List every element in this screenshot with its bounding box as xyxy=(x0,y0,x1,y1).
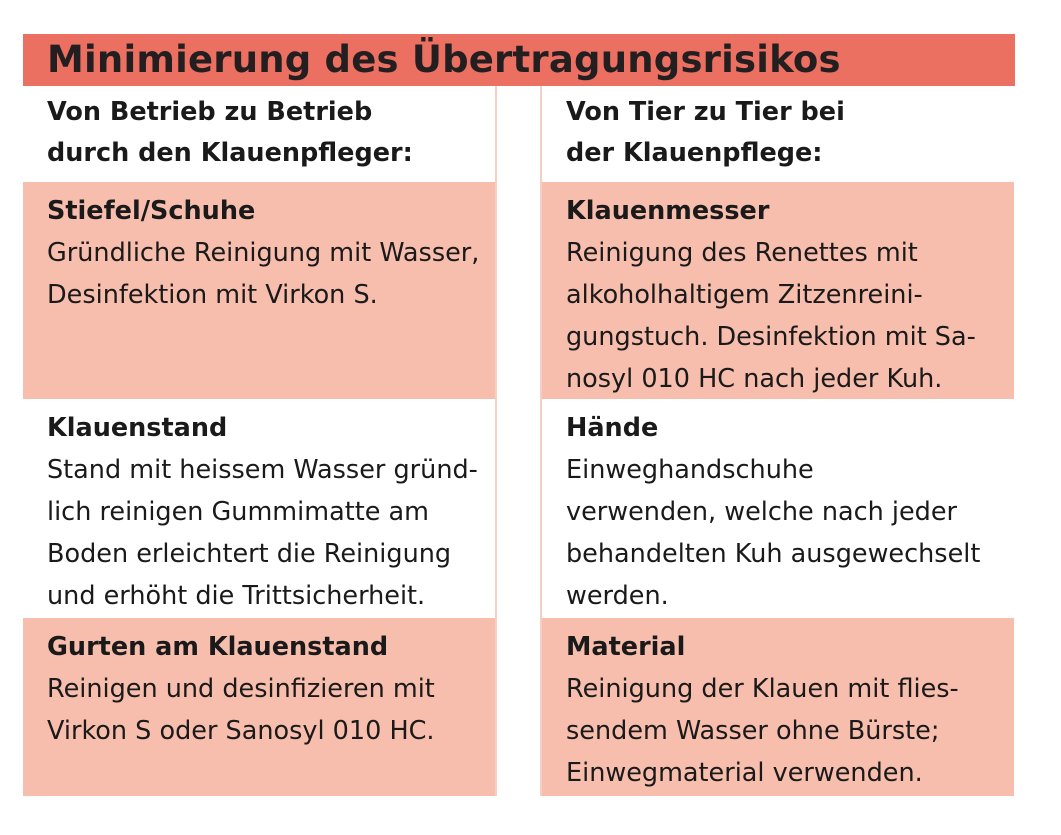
right-header-cell xyxy=(542,86,1014,182)
page-title: Minimierung des Übertragungsrisikos xyxy=(47,38,841,81)
right-cell-haende xyxy=(542,399,1014,618)
left-cell-gurten xyxy=(23,618,495,796)
left-cell-klauenstand xyxy=(23,399,495,618)
cell-body: Einweghandschuhe verwenden, welche nach jeder behandelten Kuh ausgewechselt werden. xyxy=(566,455,981,611)
cell-title: Stiefel/Schuhe xyxy=(47,196,256,226)
cell-body: Stand mit heissem Wasser gründ- lich reinigen Gummimatte am Boden erleichtert die Reinigung und erhöht die Trittsicherheit. xyxy=(47,455,478,611)
left-column xyxy=(23,86,497,796)
right-cell-material xyxy=(542,618,1014,796)
right-header-line-2: der Klauenpflege: xyxy=(566,138,823,168)
left-header-line-1: Von Betrieb zu Betrieb xyxy=(47,97,373,127)
cell-body: Reinigung der Klauen mit flies- sendem Wasser ohne Bürste; Einwegmaterial verwenden. xyxy=(566,674,959,788)
cell-title: Gurten am Klauenstand xyxy=(47,632,389,662)
right-column xyxy=(542,86,1016,796)
title-bar xyxy=(23,34,1015,86)
left-header-line-2: durch den Klauenpfleger: xyxy=(47,138,413,168)
right-cell-klauenmesser xyxy=(542,182,1014,399)
cell-body: Gründliche Reinigung mit Wasser, Desinfektion mit Virkon S. xyxy=(47,238,480,310)
cell-title: Hände xyxy=(566,413,659,443)
cell-title: Klauenstand xyxy=(47,413,228,443)
left-header-cell xyxy=(23,86,495,182)
right-header-line-1: Von Tier zu Tier bei xyxy=(566,97,845,127)
cell-body: Reinigung des Renettes mit alkoholhaltigem Zitzenreini- gungstuch. Desinfektion mit Sa- nosyl 010 HC nach jeder Kuh. xyxy=(566,238,976,394)
left-cell-stiefel xyxy=(23,182,495,399)
cell-body: Reinigen und desinfizieren mit Virkon S oder Sanosyl 010 HC. xyxy=(47,674,435,746)
cell-title: Klauenmesser xyxy=(566,196,770,226)
cell-title: Material xyxy=(566,632,686,662)
